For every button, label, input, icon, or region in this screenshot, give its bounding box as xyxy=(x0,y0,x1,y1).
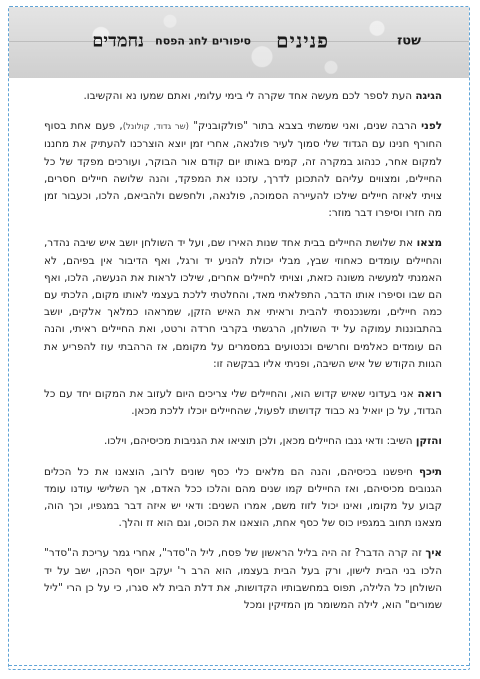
paragraph-1 xyxy=(44,88,442,105)
paragraph-lead-word: איך xyxy=(425,547,442,560)
header-subtitle: סיפורים לחג הפסח xyxy=(155,34,251,48)
story-body xyxy=(44,88,442,627)
paragraph-text: אני בעדוני שאיש קדוש הוא, והחיילים שלי צריכים היום לעזוב את המקום יחד עם כל הגדוד, על כן יואיל נא כבוד קדושתו לפעול, שהחיילים יוכלו ללכת מכאן. xyxy=(44,388,442,418)
paragraph-aside-note: (שר גדוד, קולונל) xyxy=(122,122,189,133)
paragraph-text: , פעם אחת בסוף החורף חנינו עם הגדוד שלי סמוך לעיר פולנאה, אחרי זמן יוצא הוצרכנו להעתיק את מחננו למקום אחר, כנהוג במקרה זה, קמים באותו יום קודם אור הבוקר, ועורכים מפקד של כל החיילים, ומצווים עליהם להתכונן לדרך, עזכנו את המפקד, והנה שלושה חיילים חסרים, צויתי לאיזה חיילים שילכו להעיירה הסמוכה, פולנאה, ולחפשם ולהביאם, הלכו, וכעבור זמן מה חזרו וסיפרו דבר מוזר: xyxy=(44,120,442,220)
header-title: פנינים xyxy=(276,28,329,53)
paragraph-lead-word: מצאו xyxy=(416,237,442,250)
paragraph-text: השיב: ודאי גנבו החיילים מכאן, ולכן תוציאו את הגניבות מכיסיהם, וילכו. xyxy=(103,435,416,448)
page-bottom-border xyxy=(9,665,469,666)
header-series-label: שטז xyxy=(397,33,421,49)
header-part-label: נחמדים xyxy=(92,30,144,52)
paragraph-text: חיפשנו בכיסיהם, והנה הם מלאים כלי כסף שונים לרוב, הוצאנו את כל הכלים הגנובים מכיסיהם, ואז החיילים קמו שנים מהם והלכו ככל האדם, אך השלישי עודנו עומד קבוע על מקומו, ואינו יכול לזוז משם, אמרו השנים: ודאי יש איזה דבר במגפיו, וכך הוה, מצאנו תחוב במגפיו כוס של כסף אחת, הוצאנו את הכוס, וגם הוא זז והלך. xyxy=(44,465,442,530)
paragraph-lead-word: והזקן xyxy=(415,435,442,448)
paragraph-6 xyxy=(44,464,442,533)
paragraph-lead-word: לפני xyxy=(421,120,443,133)
paragraph-4 xyxy=(44,386,442,420)
paragraph-2 xyxy=(44,118,442,222)
paragraph-lead-word: רואה xyxy=(417,388,442,401)
paragraph-text: זה קרה הדבר? זה היה בליל הראשון של פסח, ליל ה"סדר", אחרי גמר עריכת ה"סדר" הלכו בני הבית לישון, ורק בעל הבית בעצמו, הוא הרב ר' יעקב יוסף הכהן, ישב על יד השולחן כל הלילה, תפוס במחשבותיו הקדושות, את דלת הבית לא סגרו, כי על כן הרי "ליל שמורים" הוא, לילה המשומר מן המזיקין ומכל xyxy=(44,547,442,612)
paragraph-lead-word: תיכף xyxy=(418,465,442,478)
paragraph-text: העת לספר לכם מעשה אחד שקרה לי בימי עלומי, ואתם שמעו נא והקשיבו. xyxy=(83,90,416,102)
paragraph-3 xyxy=(44,235,442,373)
paragraph-5 xyxy=(44,433,442,450)
paragraph-lead-word: הגיגה xyxy=(415,90,442,102)
paragraph-text: הרבה שנים, ואני שמשתי בצבא בתור "פולקובניק" xyxy=(188,120,422,133)
paragraph-7 xyxy=(44,545,442,614)
paragraph-text: את שלושת החיילים בבית אחד שנות האירו שם, ועל יד השולחן יושב איש שיבה נהדר, והחיילים עומדים כאחוזי שבץ, מבלי יכולת להניע יד ורגל, ואף הדיבור אין בפיהם, לא האמנתי למעשיה משונה כזאת, וצויתי לחיילים אחרים, שילכו לראות את הנעשה, הלכו, ואף הם שבו וסיפרו אותו הדבר, התפלאתי מאד, והחלטתי ללכת בעצמי לאותו מקום, הלכתי עם כמה חיילים, ומשנכנסתי להבית וראיתי את האיש הזקן, שמראהו כמלאך אלקים, יושב בהתבוננות עמוקה על יד השולחן, הרגשתי בקרבי חרדה ורטט, ואת החיילים ראיתי, והנה הם עומדים כאלמים וחרשים וכנטועים במסמרים על מקומם, אז הרהבתי עוז להפריע את הגוות הקודש של איש השיבה, ופניתי אליו בבקשה זו: xyxy=(44,237,442,370)
